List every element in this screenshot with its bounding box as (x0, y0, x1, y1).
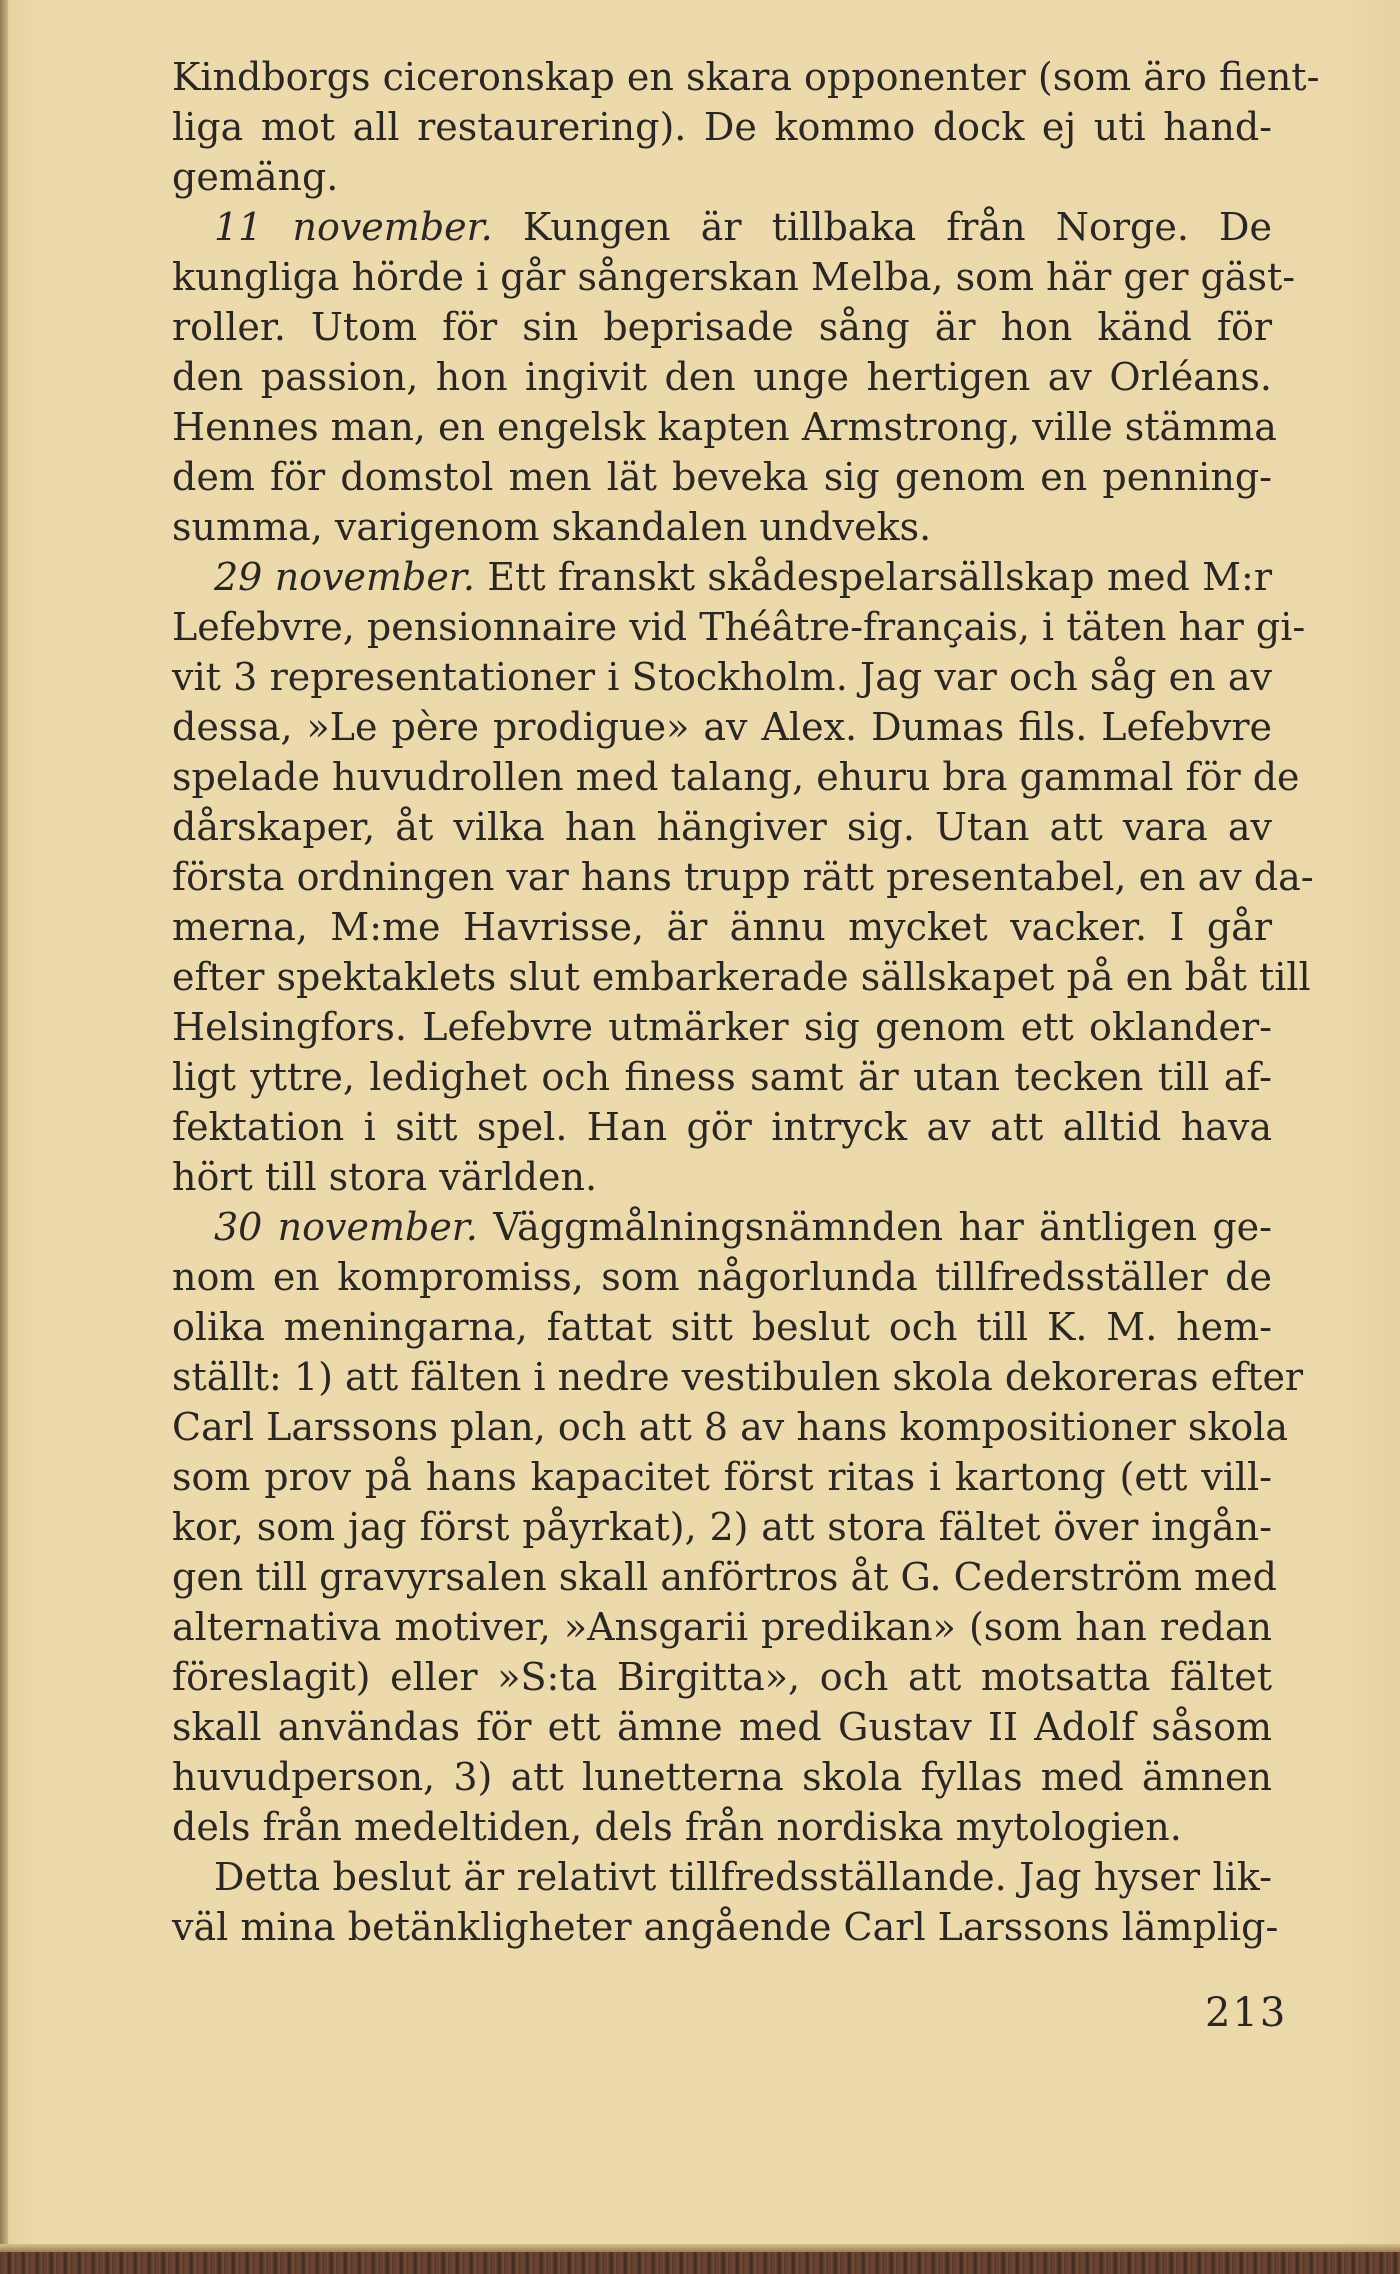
line-text: som prov på hans kapacitet först ritas i kartong (ett vill- (172, 1455, 1272, 1499)
line-text: Carl Larssons plan, och att 8 av hans kompositioner skola (172, 1405, 1289, 1449)
page-number: 213 (1205, 1990, 1288, 2036)
line-text: gen till gravyrsalen skall anförtros åt G. Cederström med (172, 1555, 1277, 1599)
text-line (172, 1052, 1272, 1102)
line-text: Detta beslut är relativt tillfredsställande. Jag hyser lik- (214, 1855, 1272, 1899)
text-line (172, 1802, 1272, 1852)
text-line (172, 452, 1272, 502)
line-text: roller. Utom för sin beprisade sång är hon känd för (172, 305, 1272, 349)
text-line (172, 1352, 1304, 1402)
text-line (172, 402, 1277, 452)
line-text: vit 3 representationer i Stockholm. Jag var och såg en av (172, 655, 1272, 699)
line-text: alternativa motiver, »Ansgarii predikan» (som han redan (172, 1605, 1272, 1649)
text-line (172, 902, 1272, 952)
text-line (172, 1852, 1272, 1902)
entry-date: 29 november. (214, 555, 475, 599)
line-text: väl mina betänkligheter angående Carl Larssons lämplig- (172, 1905, 1279, 1949)
text-line (172, 1402, 1289, 1452)
text-line (172, 102, 1272, 152)
line-text: gemäng. (172, 155, 339, 199)
line-text: ligt yttre, ledighet och finess samt är utan tecken till af- (172, 1055, 1272, 1099)
text-line (172, 802, 1272, 852)
text-line (172, 1652, 1272, 1702)
line-text: dem för domstol men lät beveka sig genom en penning- (172, 455, 1272, 499)
line-text: kungliga hörde i går sångerskan Melba, som här ger gäst- (172, 255, 1296, 299)
text-line (172, 1902, 1279, 1952)
text-line (172, 1202, 1272, 1252)
line-text: efter spektaklets slut embarkerade sällskapet på en båt till (172, 955, 1311, 999)
text-line (172, 1602, 1272, 1652)
text-line (172, 952, 1311, 1002)
text-line (172, 1552, 1277, 1602)
line-text: hört till stora världen. (172, 1155, 598, 1199)
text-line (172, 352, 1272, 402)
line-text: merna, M:me Havrisse, är ännu mycket vacker. I går (172, 905, 1272, 949)
text-line (172, 302, 1272, 352)
line-text: olika meningarna, fattat sitt beslut och till K. M. hem- (172, 1305, 1272, 1349)
text-line (172, 1252, 1272, 1302)
text-line (172, 1302, 1272, 1352)
text-line (172, 1752, 1272, 1802)
text-line (172, 202, 1272, 252)
text-line (172, 1002, 1272, 1052)
text-line (172, 752, 1300, 802)
text-line (172, 52, 1320, 102)
text-line (172, 1102, 1272, 1152)
line-text: den passion, hon ingivit den unge hertigen av Orléans. (172, 355, 1272, 399)
text-line (172, 552, 1272, 602)
line-text: skall användas för ett ämne med Gustav II Adolf såsom (172, 1705, 1272, 1749)
line-text: dels från medeltiden, dels från nordiska mytologien. (172, 1805, 1182, 1849)
text-line (172, 852, 1314, 902)
line-text: spelade huvudrollen med talang, ehuru bra gammal för de (172, 755, 1300, 799)
text-line (172, 1702, 1272, 1752)
line-text: Kungen är tillbaka från Norge. De (492, 205, 1273, 249)
line-text: dessa, »Le père prodigue» av Alex. Dumas fils. Lefebvre (172, 705, 1272, 749)
page-bottom-shadow (0, 2244, 1400, 2252)
line-text: fektation i sitt spel. Han gör intryck av att alltid hava (172, 1105, 1272, 1149)
line-text: kor, som jag först påyrkat), 2) att stora fältet över ingån- (172, 1505, 1272, 1549)
line-text: Ett franskt skådespelarsällskap med M:r (474, 555, 1273, 599)
text-line (172, 652, 1272, 702)
text-line (172, 1452, 1272, 1502)
text-line (172, 1152, 1272, 1202)
line-text: föreslagit) eller »S:ta Birgitta», och att motsatta fältet (172, 1655, 1272, 1699)
line-text: Hennes man, en engelsk kapten Armstrong, ville stämma (172, 405, 1277, 449)
line-text: nom en kompromiss, som någorlunda tillfredsställer de (172, 1255, 1272, 1299)
entry-date: 30 november. (214, 1205, 478, 1249)
line-text: dårskaper, åt vilka han hängiver sig. Utan att vara av (172, 805, 1272, 849)
line-text: Kindborgs ciceronskap en skara opponenter (som äro fient- (172, 55, 1320, 99)
text-line (172, 502, 1272, 552)
cover-edge-strip (0, 2252, 1400, 2274)
line-text: Helsingfors. Lefebvre utmärker sig genom ett oklander- (172, 1005, 1272, 1049)
line-text: summa, varigenom skandalen undveks. (172, 505, 932, 549)
body-text (172, 52, 1320, 1952)
line-text: Lefebvre, pensionnaire vid Théâtre-français, i täten har gi- (172, 605, 1306, 649)
text-line (172, 702, 1272, 752)
line-text: huvudperson, 3) att lunetterna skola fyllas med ämnen (172, 1755, 1272, 1799)
text-line (172, 252, 1296, 302)
text-line (172, 152, 1272, 202)
page-spine-edge (0, 0, 8, 2274)
line-text: första ordningen var hans trupp rätt presentabel, en av da- (172, 855, 1314, 899)
text-line (172, 602, 1306, 652)
line-text: ställt: 1) att fälten i nedre vestibulen skola dekoreras efter (172, 1355, 1304, 1399)
entry-date: 11 november. (214, 205, 493, 249)
line-text: liga mot all restaurering). De kommo dock ej uti hand- (172, 105, 1272, 149)
text-line (172, 1502, 1272, 1552)
line-text: Väggmålningsnämnden har äntligen ge- (477, 1205, 1272, 1249)
